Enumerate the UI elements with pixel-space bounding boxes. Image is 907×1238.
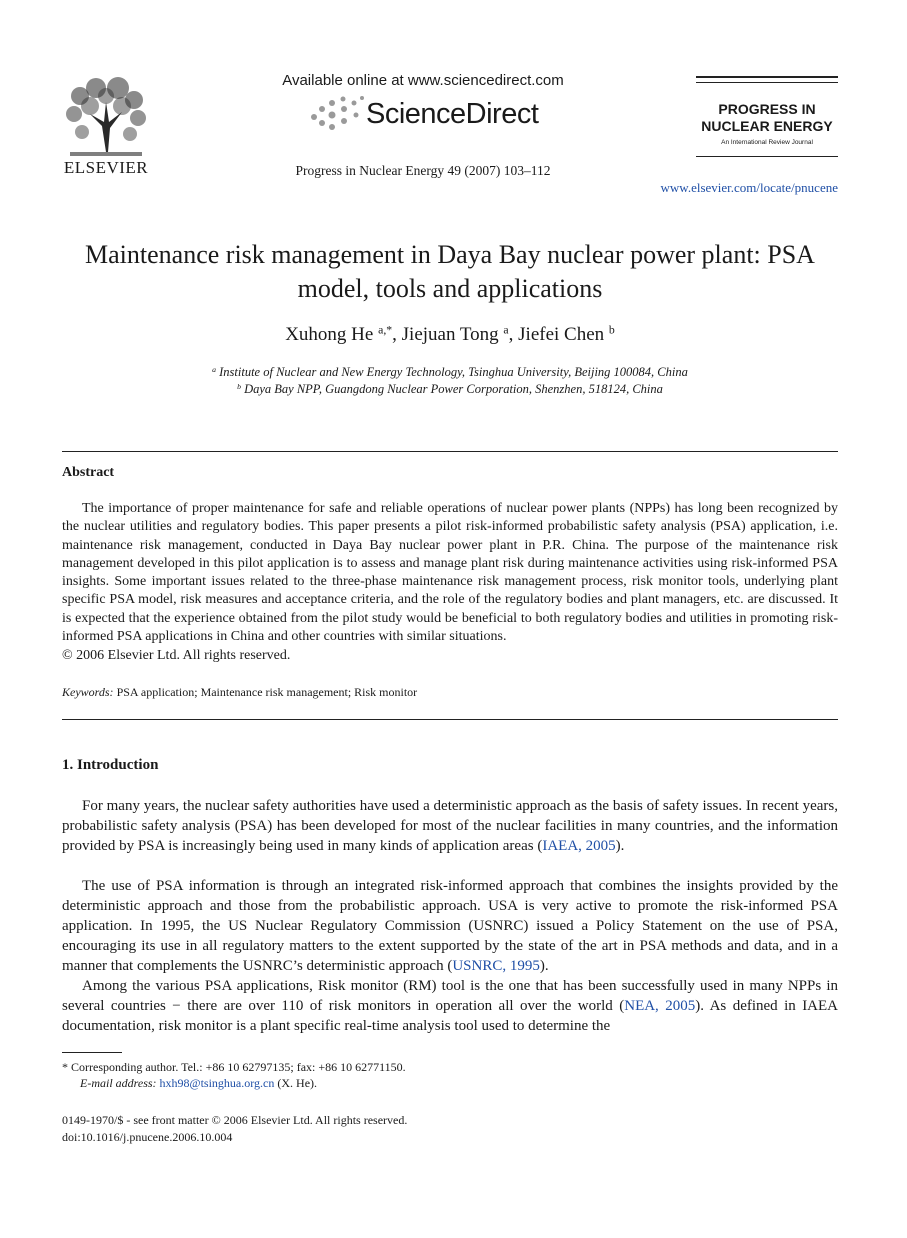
journal-logo-title: PROGRESS IN NUCLEAR ENERGY xyxy=(701,101,833,134)
author-list xyxy=(60,324,840,346)
issn-line: 0149-1970/$ - see front matter © 2006 Elsevier Ltd. All rights reserved. xyxy=(62,1113,408,1127)
sciencedirect-wordmark: ScienceDirect xyxy=(366,98,539,130)
journal-logo-rule xyxy=(696,82,838,83)
article-title: Maintenance risk management in Daya Bay nuclear power plant: PSA model, tools and applications xyxy=(85,240,815,303)
affiliation-mark: b xyxy=(237,381,241,391)
sciencedirect-dots-icon xyxy=(308,95,366,133)
body-paragraph xyxy=(62,796,838,856)
author-name[interactable]: Jiefei Chen xyxy=(518,324,605,345)
abstract-bottom-rule xyxy=(62,719,838,720)
author-affiliation-mark[interactable]: a,* xyxy=(378,323,393,337)
journal-logo-rule xyxy=(696,156,838,157)
journal-logo-subtitle: An International Review Journal xyxy=(721,139,813,146)
corresponding-author-note: * Corresponding author. Tel.: +86 10 62797135; fax: +86 10 62771150. xyxy=(62,1060,406,1074)
author-name[interactable]: Xuhong He xyxy=(285,324,374,345)
reference-link[interactable]: IAEA, 2005 xyxy=(542,838,616,854)
author-separator: , xyxy=(508,324,519,345)
journal-homepage-link[interactable]: www.elsevier.com/locate/pnucene xyxy=(660,180,838,195)
paragraph-text: ). xyxy=(615,838,625,854)
affiliation-text: Institute of Nuclear and New Energy Technology, Tsinghua University, Beijing 100084, China xyxy=(219,365,688,379)
email-link[interactable]: hxh98@tsinghua.org.cn xyxy=(159,1076,275,1090)
paragraph-text: ). xyxy=(539,958,549,974)
reference-link[interactable]: USNRC, 1995 xyxy=(452,958,540,974)
paragraph-text: Among the various PSA applications, Risk monitor (RM) tool is the one that has been successfully used in many NPPs in several countries − there are over 110 of risk monitors in operation all over the world ( xyxy=(62,978,838,1014)
author-affiliation-mark[interactable]: b xyxy=(608,323,615,337)
affiliation-b xyxy=(60,381,840,398)
abstract-copyright: © 2006 Elsevier Ltd. All rights reserved. xyxy=(62,648,291,663)
email-note xyxy=(80,1075,317,1092)
author-affiliation-mark[interactable]: a xyxy=(503,323,509,337)
body-paragraph xyxy=(62,876,838,976)
reference-link[interactable]: NEA, 2005 xyxy=(624,998,696,1014)
affiliation-mark: a xyxy=(212,364,216,374)
abstract-body: The importance of proper maintenance for safe and reliable operations of nuclear power plants (NPPs) has long been recognized by the nuclear utilities and regulatory bodies. This paper presents a pilot risk-informed probabilistic safety analysis (PSA) application, i.e. maintenance risk management, conducted in Daya Bay nuclear power plant in P.R. China. The purpose of the maintenance risk management developed in this pilot application is to assess and manage plant risk during maintenance activities using risk-informed PSA insights. Some important issues related to the three-phase maintenance risk management process, risk monitor tools, underlying plant specific PSA model, risk measures and acceptance criteria, and the role of the regulatory bodies and plant managers, etc. are discussed. It is expected that the experience obtained from the pilot study would be beneficial to both regulatory bodies and utilities in promoting risk-informed PSA applications in China and other countries with similar situations. xyxy=(62,501,838,645)
paragraph-text: For many years, the nuclear safety authorities have used a deterministic approach as the basis of safety issues. In recent years, probabilistic safety analysis (PSA) has been developed for most of the nuclear facilities in many countries, and the information provided by PSA is increasingly being used in many kinds of application areas ( xyxy=(62,798,838,854)
paragraph-text: The use of PSA information is through an integrated risk-informed approach that combines the insights provided by the deterministic approach and those from the probabilistic approach. USA is very active to promote the risk-informed PSA application. In 1995, the US Nuclear Regulatory Commission (USNRC) issued a Policy Statement on the use of PSA, encouraging its use in all regulatory matters to the extent supported by the state of the art in PSA methods and data, and in a manner that complements the USNRC’s deterministic approach ( xyxy=(62,878,838,974)
email-after: (X. He). xyxy=(274,1076,318,1090)
affiliation-a xyxy=(60,364,840,381)
author-name[interactable]: Jiejuan Tong xyxy=(401,324,499,345)
email-label: E-mail address: xyxy=(80,1076,157,1090)
journal-logo-rule xyxy=(696,76,838,78)
author-separator: , xyxy=(392,324,402,345)
keywords-text: PSA application; Maintenance risk management; Risk monitor xyxy=(116,685,418,699)
section-heading: 1. Introduction xyxy=(62,757,159,773)
keywords-label: Keywords: xyxy=(62,685,114,699)
affiliation-text: Daya Bay NPP, Guangdong Nuclear Power Corporation, Shenzhen, 518124, China xyxy=(244,382,663,396)
publisher-name: ELSEVIER xyxy=(63,158,149,177)
affiliations xyxy=(60,364,840,398)
doi-line: doi:10.1016/j.pnucene.2006.10.004 xyxy=(62,1130,233,1144)
journal-citation: Progress in Nuclear Energy 49 (2007) 103–112 xyxy=(295,163,551,178)
body-paragraph xyxy=(62,976,838,1036)
keywords xyxy=(62,685,417,700)
available-online-text: Available online at www.sciencedirect.com xyxy=(282,72,564,89)
footnote-rule xyxy=(62,1052,122,1053)
abstract-top-rule xyxy=(62,451,838,452)
paragraph-text: ). As defined in IAEA documentation, risk monitor is a plant specific real-time analysis tool used to determine the xyxy=(62,998,839,1034)
abstract-heading: Abstract xyxy=(62,465,115,480)
